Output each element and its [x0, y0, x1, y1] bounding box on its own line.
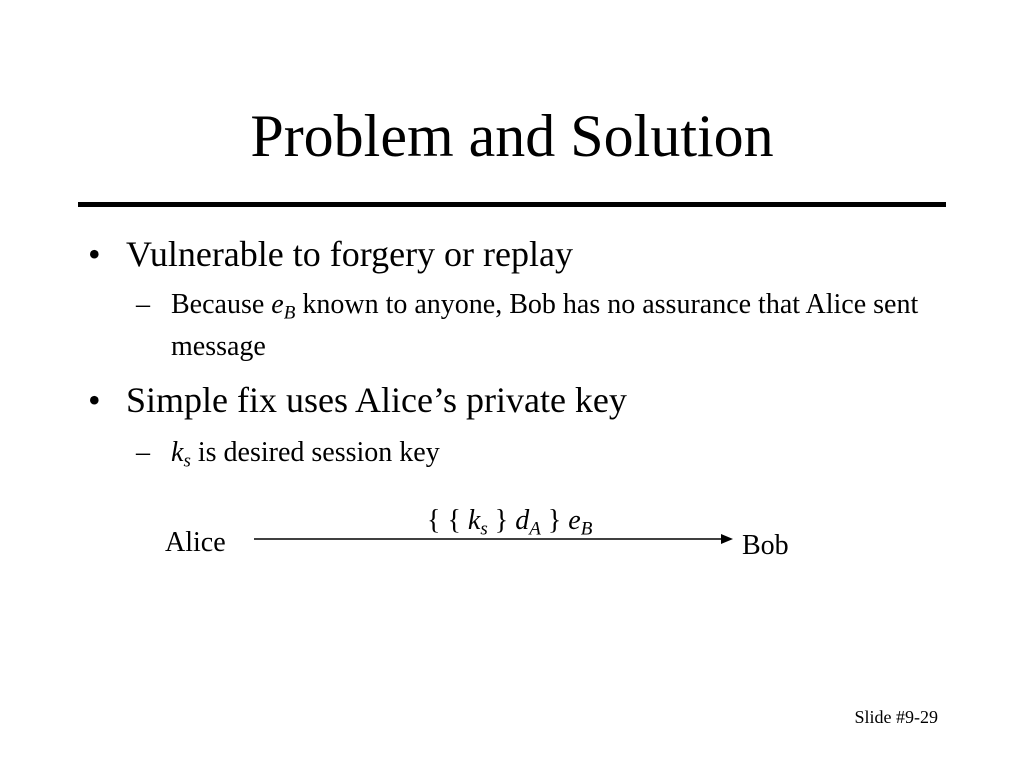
receiver-label: Bob	[742, 530, 789, 561]
math-variable: e	[271, 289, 284, 320]
math-subscript: B	[283, 302, 296, 324]
math-variable: e	[568, 505, 581, 536]
brace-close: }	[540, 505, 569, 536]
math-subscript: B	[580, 518, 593, 540]
math-variable: d	[515, 505, 530, 536]
arrow-head-icon	[721, 534, 733, 544]
bullet-text: Vulnerable to forgery or replay	[126, 234, 573, 274]
slide-number: Slide #9-29	[854, 707, 938, 727]
sub-bullet-text-before: Because	[171, 289, 272, 320]
sender-label: Alice	[165, 527, 226, 558]
sub-bullet-marker: –	[136, 289, 150, 320]
math-variable: k	[467, 505, 481, 536]
bullet-marker: •	[88, 234, 101, 274]
slide-title: Problem and Solution	[250, 103, 774, 169]
math-subscript: A	[529, 518, 541, 540]
sub-bullet-text-after: known to anyone, Bob has no assurance that Alice sent message	[171, 289, 919, 362]
sub-bullet-text-after: is desired session key	[190, 437, 440, 468]
math-variable: k	[171, 437, 184, 468]
sub-bullet-marker: –	[136, 437, 150, 468]
brace-open: { {	[427, 505, 468, 536]
bullet-text: Simple fix uses Alice’s private key	[126, 380, 627, 420]
math-subscript: s	[480, 518, 488, 540]
brace-close: }	[487, 505, 516, 536]
math-subscript: s	[183, 450, 191, 472]
bullet-marker: •	[88, 380, 101, 420]
